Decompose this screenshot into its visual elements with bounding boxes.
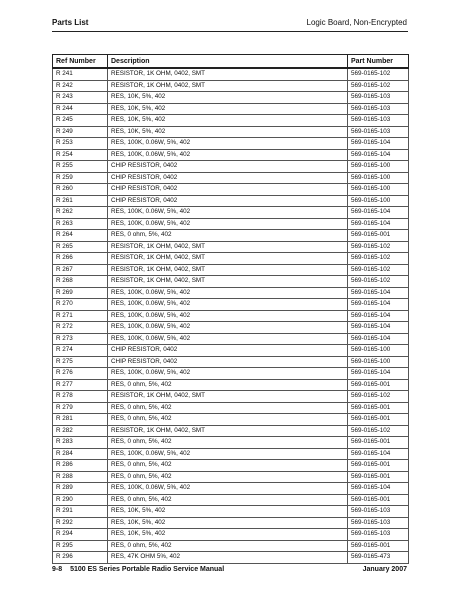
ref-number-cell: R 261 — [53, 195, 108, 207]
description-cell: RES, 100K, 0.06W, 5%, 402 — [108, 322, 348, 334]
ref-number-cell: R 294 — [53, 529, 108, 541]
description-cell: CHIP RESISTOR, 0402 — [108, 356, 348, 368]
part-number-cell: 569-0165-104 — [348, 207, 409, 219]
ref-number-cell: R 244 — [53, 103, 108, 115]
table-row — [53, 138, 409, 150]
ref-number-cell: R 296 — [53, 552, 108, 564]
ref-number-cell: R 266 — [53, 253, 108, 265]
table-row — [53, 529, 409, 541]
parts-table — [52, 54, 409, 564]
description-cell: RESISTOR, 1K OHM, 0402, SMT — [108, 276, 348, 288]
ref-number-cell: R 241 — [53, 68, 108, 80]
part-number-cell: 569-0165-102 — [348, 253, 409, 265]
ref-number-cell: R 268 — [53, 276, 108, 288]
part-number-cell: 569-0165-104 — [348, 299, 409, 311]
ref-number-cell: R 269 — [53, 287, 108, 299]
part-number-cell: 569-0165-102 — [348, 391, 409, 403]
ref-number-cell: R 292 — [53, 517, 108, 529]
ref-number-cell: R 262 — [53, 207, 108, 219]
description-cell: RES, 47K OHM 5%, 402 — [108, 552, 348, 564]
ref-number-cell: R 270 — [53, 299, 108, 311]
ref-number-cell: R 282 — [53, 425, 108, 437]
part-number-cell: 569-0165-103 — [348, 517, 409, 529]
ref-number-cell: R 260 — [53, 184, 108, 196]
ref-number-cell: R 295 — [53, 540, 108, 552]
description-cell: RESISTOR, 1K OHM, 0402, SMT — [108, 391, 348, 403]
table-row — [53, 345, 409, 357]
ref-number-cell: R 242 — [53, 80, 108, 92]
part-number-header: Part Number — [348, 55, 409, 69]
part-number-cell: 569-0165-100 — [348, 345, 409, 357]
description-cell: RES, 0 ohm, 5%, 402 — [108, 540, 348, 552]
description-cell: RES, 100K, 0.06W, 5%, 402 — [108, 299, 348, 311]
header-divider — [52, 31, 408, 32]
part-number-cell: 569-0165-104 — [348, 149, 409, 161]
ref-number-cell: R 272 — [53, 322, 108, 334]
part-number-cell: 569-0165-100 — [348, 184, 409, 196]
description-cell: RES, 0 ohm, 5%, 402 — [108, 379, 348, 391]
ref-number-cell: R 276 — [53, 368, 108, 380]
part-number-cell: 569-0165-103 — [348, 92, 409, 104]
description-cell: CHIP RESISTOR, 0402 — [108, 195, 348, 207]
description-cell: RESISTOR, 1K OHM, 0402, SMT — [108, 253, 348, 265]
ref-number-cell: R 253 — [53, 138, 108, 150]
table-row — [53, 483, 409, 495]
part-number-cell: 569-0165-001 — [348, 471, 409, 483]
ref-number-cell: R 243 — [53, 92, 108, 104]
part-number-cell: 569-0165-102 — [348, 276, 409, 288]
table-row — [53, 68, 409, 80]
part-number-cell: 569-0165-100 — [348, 356, 409, 368]
description-cell: RESISTOR, 1K OHM, 0402, SMT — [108, 241, 348, 253]
ref-number-cell: R 281 — [53, 414, 108, 426]
table-row — [53, 241, 409, 253]
table-row — [53, 310, 409, 322]
table-row — [53, 425, 409, 437]
description-cell: RES, 0 ohm, 5%, 402 — [108, 230, 348, 242]
page-header-title: Logic Board, Non-Encrypted — [306, 18, 407, 27]
description-cell: RES, 0 ohm, 5%, 402 — [108, 414, 348, 426]
part-number-cell: 569-0165-102 — [348, 425, 409, 437]
ref-number-cell: R 291 — [53, 506, 108, 518]
description-cell: CHIP RESISTOR, 0402 — [108, 161, 348, 173]
description-cell: RESISTOR, 1K OHM, 0402, SMT — [108, 425, 348, 437]
part-number-cell: 569-0165-001 — [348, 230, 409, 242]
part-number-cell: 569-0165-001 — [348, 494, 409, 506]
description-cell: RES, 100K, 0.06W, 5%, 402 — [108, 483, 348, 495]
description-cell: RESISTOR, 1K OHM, 0402, SMT — [108, 264, 348, 276]
ref-number-cell: R 290 — [53, 494, 108, 506]
description-cell: CHIP RESISTOR, 0402 — [108, 345, 348, 357]
part-number-cell: 569-0165-104 — [348, 322, 409, 334]
table-row — [53, 471, 409, 483]
description-cell: RES, 100K, 0.06W, 5%, 402 — [108, 448, 348, 460]
description-cell: RES, 10K, 5%, 402 — [108, 126, 348, 138]
table-row — [53, 379, 409, 391]
ref-number-cell: R 267 — [53, 264, 108, 276]
table-row — [53, 333, 409, 345]
description-cell: RES, 10K, 5%, 402 — [108, 529, 348, 541]
description-cell: RES, 0 ohm, 5%, 402 — [108, 437, 348, 449]
description-cell: RES, 100K, 0.06W, 5%, 402 — [108, 207, 348, 219]
part-number-cell: 569-0165-001 — [348, 540, 409, 552]
table-row — [53, 391, 409, 403]
table-row — [53, 368, 409, 380]
description-cell: CHIP RESISTOR, 0402 — [108, 172, 348, 184]
table-row — [53, 402, 409, 414]
description-cell: RESISTOR, 1K OHM, 0402, SMT — [108, 80, 348, 92]
table-row — [53, 184, 409, 196]
ref-number-cell: R 245 — [53, 115, 108, 127]
ref-number-cell: R 277 — [53, 379, 108, 391]
table-row — [53, 115, 409, 127]
table-row — [53, 218, 409, 230]
part-number-cell: 569-0165-100 — [348, 172, 409, 184]
table-row — [53, 103, 409, 115]
table-row — [53, 356, 409, 368]
description-header: Description — [108, 55, 348, 69]
table-row — [53, 494, 409, 506]
ref-number-cell: R 255 — [53, 161, 108, 173]
part-number-cell: 569-0165-104 — [348, 368, 409, 380]
table-row — [53, 540, 409, 552]
table-row — [53, 517, 409, 529]
table-row — [53, 506, 409, 518]
part-number-cell: 569-0165-103 — [348, 529, 409, 541]
footer-date: January 2007 — [362, 566, 407, 573]
description-cell: RES, 0 ohm, 5%, 402 — [108, 402, 348, 414]
ref-number-cell: R 286 — [53, 460, 108, 472]
ref-number-cell: R 263 — [53, 218, 108, 230]
part-number-cell: 569-0165-104 — [348, 310, 409, 322]
ref-number-cell: R 289 — [53, 483, 108, 495]
part-number-cell: 569-0165-103 — [348, 115, 409, 127]
description-cell: RES, 10K, 5%, 402 — [108, 506, 348, 518]
part-number-cell: 569-0165-103 — [348, 126, 409, 138]
part-number-cell: 569-0165-103 — [348, 506, 409, 518]
part-number-cell: 569-0165-100 — [348, 195, 409, 207]
part-number-cell: 569-0165-102 — [348, 68, 409, 80]
ref-number-cell: R 273 — [53, 333, 108, 345]
footer-left — [52, 566, 224, 573]
ref-number-cell: R 279 — [53, 402, 108, 414]
part-number-cell: 569-0165-104 — [348, 483, 409, 495]
table-row — [53, 552, 409, 564]
part-number-cell: 569-0165-001 — [348, 414, 409, 426]
table-header-row — [53, 55, 409, 69]
table-row — [53, 448, 409, 460]
table-row — [53, 80, 409, 92]
description-cell: RESISTOR, 1K OHM, 0402, SMT — [108, 68, 348, 80]
part-number-cell: 569-0165-100 — [348, 161, 409, 173]
table-row — [53, 195, 409, 207]
section-title: Parts List — [52, 18, 89, 27]
ref-number-cell: R 284 — [53, 448, 108, 460]
part-number-cell: 569-0165-102 — [348, 80, 409, 92]
table-row — [53, 437, 409, 449]
description-cell: RES, 0 ohm, 5%, 402 — [108, 494, 348, 506]
part-number-cell: 569-0165-103 — [348, 103, 409, 115]
part-number-cell: 569-0165-104 — [348, 333, 409, 345]
description-cell: RES, 100K, 0.06W, 5%, 402 — [108, 333, 348, 345]
description-cell: RES, 10K, 5%, 402 — [108, 103, 348, 115]
ref-number-cell: R 278 — [53, 391, 108, 403]
description-cell: RES, 0 ohm, 5%, 402 — [108, 460, 348, 472]
table-row — [53, 172, 409, 184]
part-number-cell: 569-0165-102 — [348, 264, 409, 276]
manual-title: 5100 ES Series Portable Radio Service Manual — [70, 566, 225, 573]
description-cell: RES, 100K, 0.06W, 5%, 402 — [108, 138, 348, 150]
table-row — [53, 126, 409, 138]
part-number-cell: 569-0165-001 — [348, 379, 409, 391]
ref-number-cell: R 265 — [53, 241, 108, 253]
ref-number-cell: R 264 — [53, 230, 108, 242]
table-row — [53, 460, 409, 472]
description-cell: RES, 0 ohm, 5%, 402 — [108, 471, 348, 483]
description-cell: CHIP RESISTOR, 0402 — [108, 184, 348, 196]
ref-number-cell: R 249 — [53, 126, 108, 138]
part-number-cell: 569-0165-102 — [348, 241, 409, 253]
description-cell: RES, 10K, 5%, 402 — [108, 517, 348, 529]
description-cell: RES, 100K, 0.06W, 5%, 402 — [108, 149, 348, 161]
ref-number-cell: R 271 — [53, 310, 108, 322]
ref-number-cell: R 259 — [53, 172, 108, 184]
page-number: 9-8 — [52, 566, 63, 573]
description-cell: RES, 10K, 5%, 402 — [108, 115, 348, 127]
part-number-cell: 569-0165-001 — [348, 402, 409, 414]
table-row — [53, 149, 409, 161]
ref-number-cell: R 288 — [53, 471, 108, 483]
ref-number-cell: R 254 — [53, 149, 108, 161]
table-row — [53, 414, 409, 426]
description-cell: RES, 100K, 0.06W, 5%, 402 — [108, 218, 348, 230]
description-cell: RES, 100K, 0.06W, 5%, 402 — [108, 287, 348, 299]
description-cell: RES, 100K, 0.06W, 5%, 402 — [108, 310, 348, 322]
table-row — [53, 161, 409, 173]
part-number-cell: 569-0165-104 — [348, 287, 409, 299]
table-row — [53, 322, 409, 334]
table-row — [53, 253, 409, 265]
part-number-cell: 569-0165-104 — [348, 448, 409, 460]
ref-number-cell: R 274 — [53, 345, 108, 357]
part-number-cell: 569-0165-001 — [348, 460, 409, 472]
ref-number-header: Ref Number — [53, 55, 108, 69]
table-row — [53, 230, 409, 242]
ref-number-cell: R 283 — [53, 437, 108, 449]
description-cell: RES, 10K, 5%, 402 — [108, 92, 348, 104]
table-row — [53, 92, 409, 104]
table-row — [53, 276, 409, 288]
part-number-cell: 569-0165-473 — [348, 552, 409, 564]
part-number-cell: 569-0165-104 — [348, 218, 409, 230]
table-row — [53, 207, 409, 219]
table-row — [53, 287, 409, 299]
table-row — [53, 264, 409, 276]
description-cell: RES, 100K, 0.06W, 5%, 402 — [108, 368, 348, 380]
part-number-cell: 569-0165-104 — [348, 138, 409, 150]
part-number-cell: 569-0165-001 — [348, 437, 409, 449]
ref-number-cell: R 275 — [53, 356, 108, 368]
table-row — [53, 299, 409, 311]
